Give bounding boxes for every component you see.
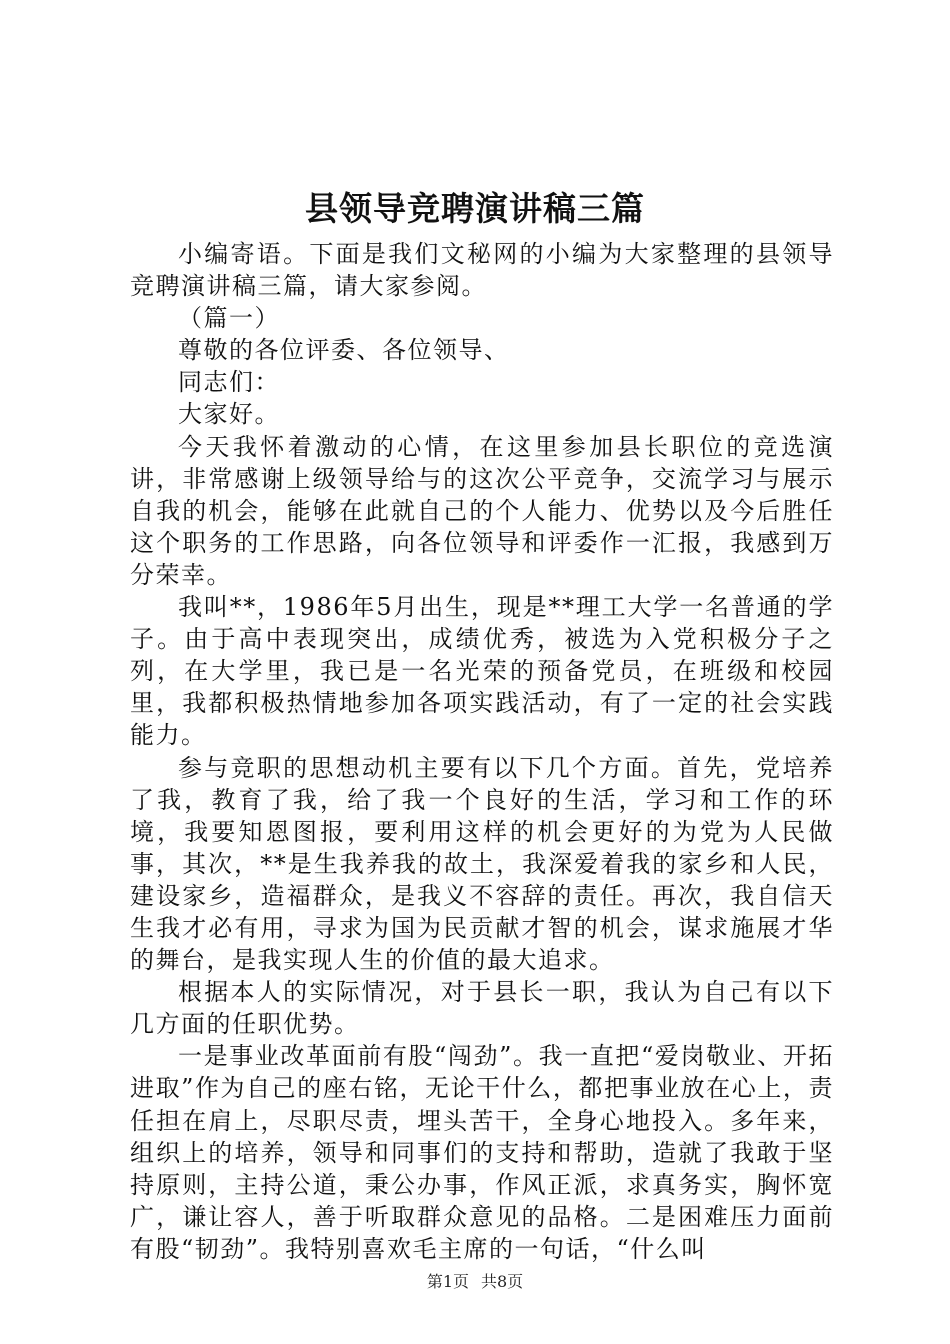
paragraph-greeting: 大家好。 xyxy=(178,400,280,429)
paragraph-intro: 小编寄语。下面是我们文秘网的小编为大家整理的县领导竞聘演讲稿三篇，请大家参阅。 xyxy=(130,240,834,301)
paragraph-section-heading: （篇一） xyxy=(178,304,280,333)
paragraph-salutation-comrades: 同志们： xyxy=(178,368,280,397)
page-footer xyxy=(0,1271,950,1293)
document-title: 县领导竞聘演讲稿三篇 xyxy=(305,189,645,228)
paragraph-advantages-detail: 一是事业改革面前有股“闯劲”。我一直把“爱岗敬业、开拓进取”作为自己的座右铭，无论干什么，都把事业放在心上，责任担在肩上，尽职尽责，埋头苦干，全身心地投入。多年来，组织上的培养，领导和同事们的支持和帮助，造就了我敢于坚持原则，主持公道，秉公办事，作风正派，求真务实，胸怀宽广，谦让容人，善于听取群众意见的品格。二是困难压力面前有股“韧劲”。我特别喜欢毛主席的一句话，“什么叫 xyxy=(130,1042,834,1263)
paragraph-advantages-intro: 根据本人的实际情况，对于县长一职，我认为自己有以下几方面的任职优势。 xyxy=(130,978,834,1039)
document-body xyxy=(130,238,834,1265)
page-total: 共8页 xyxy=(481,1272,524,1291)
paragraph-self-introduction: 我叫**，1986年5月出生，现是**理工大学一名普通的学子。由于高中表现突出，成绩优秀，被选为入党积极分子之列，在大学里，我已是一名光荣的预备党员，在班级和校园里，我都积极热情地参加各项实践活动，有了一定的社会实践能力。 xyxy=(130,593,834,750)
page-number: 第1页 xyxy=(426,1272,469,1291)
paragraph-salutation: 尊敬的各位评委、各位领导、 xyxy=(178,336,510,365)
paragraph-opening: 今天我怀着激动的心情，在这里参加县长职位的竞选演讲，非常感谢上级领导给与的这次公平竞争，交流学习与展示自我的机会，能够在此就自己的个人能力、优势以及今后胜任这个职务的工作思路，向各位领导和评委作一汇报，我感到万分荣幸。 xyxy=(130,432,834,589)
paragraph-motivation: 参与竞职的思想动机主要有以下几个方面。首先，党培养了我，教育了我，给了我一个良好的生活，学习和工作的环境，我要知恩图报，要利用这样的机会更好的为党为人民做事，其次，**是生我养我的故土，我深爱着我的家乡和人民，建设家乡，造福群众，是我义不容辞的责任。再次，我自信天生我才必有用，寻求为国为民贡献才智的机会，谋求施展才华的舞台，是我实现人生的价值的最大追求。 xyxy=(130,753,834,975)
